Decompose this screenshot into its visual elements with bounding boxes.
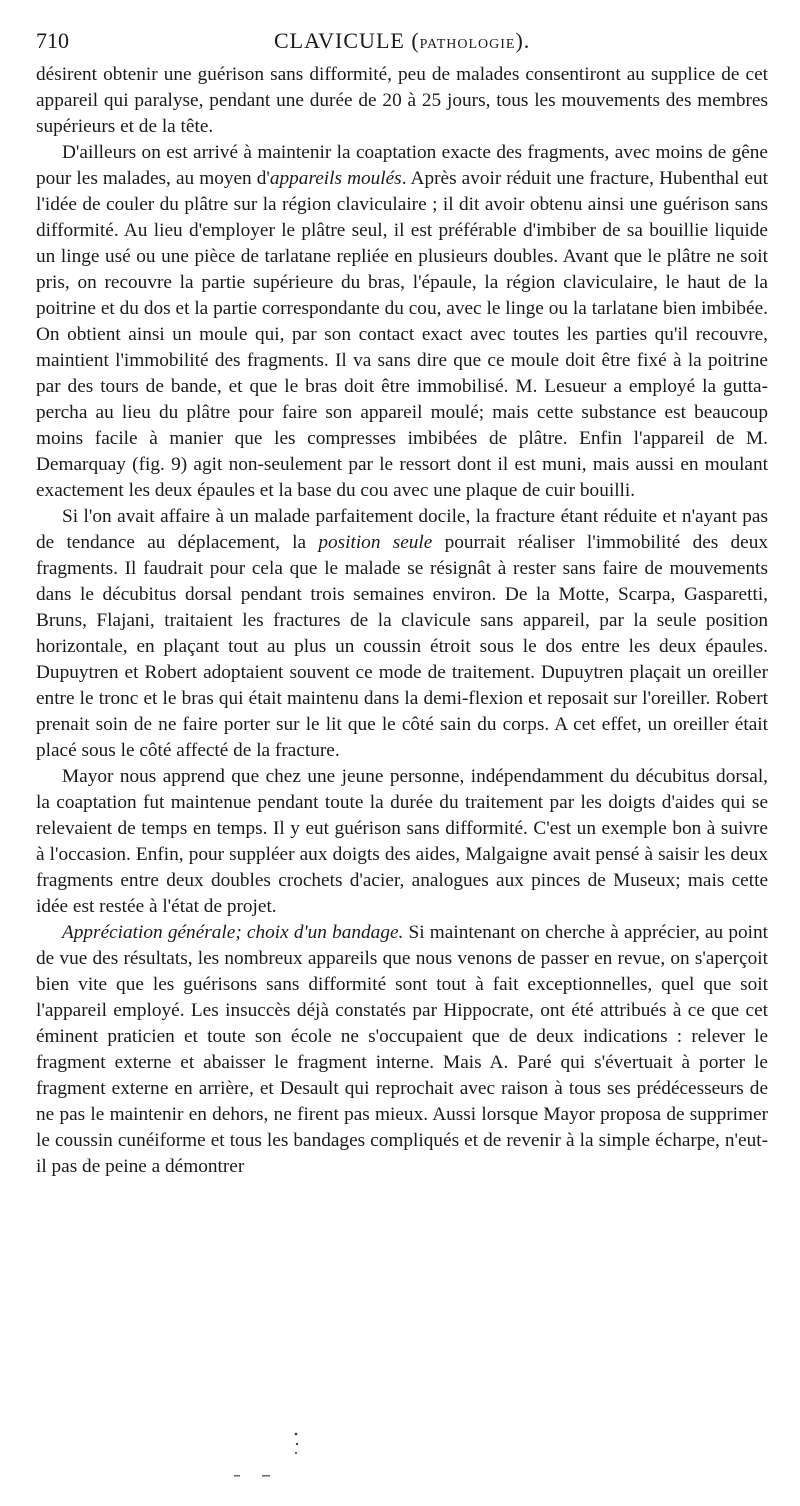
running-title-sub: PATHOLOGIE: [419, 37, 516, 52]
paragraph-3: [36, 504, 768, 764]
body-text: [36, 62, 768, 1180]
paragraph-1: [36, 62, 768, 140]
text-run: Si l'on avait affaire à un malade parfaitement docile, la fracture étant réduite et n'ayant pas de tendance au déplacement, la: [36, 506, 768, 553]
italic-phrase: appareils moulés: [269, 168, 402, 189]
text-run: désirent obtenir une guérison sans difformité, peu de malades consentiront au supplice de cet appareil qui paralyse, pendant une durée de 20 à 25 jours, tous les mouvements des membres supérieurs et de la tête.: [36, 64, 768, 137]
running-title-close: ).: [515, 28, 531, 53]
running-title-open: (: [404, 28, 420, 53]
text-run: D'ailleurs on est arrivé à maintenir la coaptation exacte des fragments, avec moins de gêne pour les malades, au moyen d': [36, 142, 768, 189]
text-run: . Après avoir réduit une fracture, Hubenthal eut l'idée de couler du plâtre sur la région claviculaire ; il dit avoir obtenu ainsi une guérison sans difformité. Au lieu d'employer le plâtre seul, il est préférable d'imbiber de sa bouillie liquide un linge usé ou une pièce de tarlatane repliée en plusieurs doubles. Avant que le plâtre ne soit pris, on recouvre la partie supérieure du bras, l'épaule, la région claviculaire, le haut de la poitrine et du dos et la partie correspondante du cou, avec le linge ou la tarlatane bien imbibée. On obtient ainsi un moule qui, par son contact exact avec toutes les parties qu'il recouvre, maintient l'immobilité des fragments. Il va sans dire que ce moule doit être fixé à la poitrine par des tours de bande, et que le bras doit être immobilisé. M. Lesueur a employé la gutta-percha au lieu du plâtre pour faire son appareil moulé; mais cette substance est beaucoup moins facile à manier que les compresses imbibées de plâtre. Enfin l'appareil de M. Demarquay (fig. 9) agit non-seulement par le ressort dont il est muni, mais aussi en moulant exactement les deux épaules et la base du cou avec une plaque de cuir bouilli.: [36, 168, 769, 501]
paragraph-5: [36, 920, 768, 1180]
text-run: Mayor nous apprend que chez une jeune personne, indépendamment du décubitus dorsal, la coaptation fut maintenue pendant toute la durée du traitement par les doigts d'aides qui se relevaient de temps en temps. Il y eut guérison sans difformité. C'est un exemple bon à suivre à l'occasion. Enfin, pour suppléer aux doigts des aides, Malgaigne avait pensé à saisir les deux fragments entre deux doubles crochets d'acier, analogues aux pinces de Museux; mais cette idée est restée à l'état de projet.: [36, 766, 768, 917]
running-title-main: CLAVICULE: [274, 28, 405, 53]
text-run: pourrait réaliser l'immobilité des deux fragments. Il faudrait pour cela que le malade se résignât à rester sans faire de mouvements dans le décubitus dorsal pendant trois semaines environ. De la Motte, Scarpa, Gasparetti, Bruns, Flajani, traitaient les fractures de la clavicule sans appareil, par la seule position horizontale, en plaçant tout au plus un coussin étroit sous le dos entre les deux épaules. Dupuytren et Robert adoptaient souvent ce mode de traitement. Dupuytren plaçait un oreiller entre le tronc et le bras qui était maintenu dans la demi-flexion et reposait sur l'oreiller. Robert prenait soin de ne faire porter sur le lit que le côté sain du corps. A cet effet, un oreiller était placé sous le côté affecté de la fracture.: [36, 532, 768, 761]
paragraph-2: [36, 140, 768, 504]
page: [36, 24, 768, 1180]
page-number: 710: [36, 28, 69, 53]
running-head: [36, 24, 768, 62]
scan-specks: [0, 1420, 800, 1500]
text-run: Si maintenant on cherche à apprécier, au point de vue des résultats, les nombreux appareils que nous venons de passer en revue, on s'aperçoit bien vite que les guérisons sans difformité sont tout à fait exceptionnelles, quel que soit l'appareil employé. Les insuccès déjà constatés par Hippocrate, ont été attribués à ce que cet éminent praticien et toute son école ne s'occupaient que de deux indications : relever le fragment externe et abaisser le fragment interne. Mais A. Paré qui s'évertuait à porter le fragment externe en arrière, et Desault qui reprochait avec raison à tous ses prédécesseurs de ne pas le maintenir en dehors, ne firent pas mieux. Aussi lorsque Mayor proposa de supprimer le coussin cunéiforme et tous les bandages compliqués et de revenir à la simple écharpe, n'eut-il pas de peine a démontrer: [36, 922, 768, 1177]
italic-phrase: Appréciation générale; choix d'un bandage.: [62, 922, 404, 943]
paragraph-4: [36, 764, 768, 920]
italic-phrase: position seule: [318, 532, 433, 553]
running-title: [274, 28, 530, 54]
